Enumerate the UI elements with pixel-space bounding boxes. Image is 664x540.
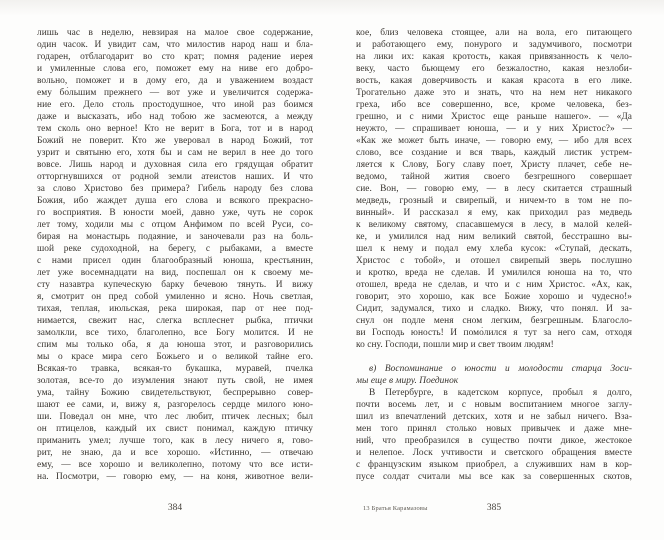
text-line: кое, близ человека стоящее, али на вола, его питающего: [356, 28, 632, 38]
text-line: лет уже восемнадцати на вид, поспешал он к своему ме-: [37, 268, 313, 278]
text-line: греха, ибо все совершенно, все, кроме человека, без-: [356, 100, 632, 110]
text-line: ведомо, тайной жития своего безгрешного совершает: [356, 172, 632, 182]
text-line: Христос с тобой», и отошел свирепый зверь послушно: [356, 256, 632, 266]
text-line: неужто, — спрашивает юноша, — и у них Христос?» —: [356, 124, 632, 134]
text-line: говорит, это хорошо, как все Божие хорошо и чудесно!»: [356, 292, 632, 302]
text-line: ний, что преобразился в существо почти дикое, жестокое: [356, 436, 632, 446]
text-line: отошел, вреда не сделав, и что и с ним Христос. «Ах, как,: [356, 280, 632, 290]
text-line: вость, какая доверчивость и какая красота в его лике.: [356, 76, 632, 86]
text-line: медведь, грозный и свирепый, и ничем-то в том не по-: [356, 196, 632, 206]
page-number-left: 384: [167, 503, 183, 513]
text-line: и нелепое. Лоск учтивости и светского обращения вместе: [356, 448, 632, 458]
text-line: Божия, ибо жаждет душа его слова и всякого прекрасно-: [37, 196, 313, 206]
text-line: пусе солдат считали мы все как за совершенных скотов,: [356, 472, 632, 482]
section-heading-line: мы еще в миру. Поединок: [356, 376, 459, 386]
text-line: ему, — все хорошо и великолепно, потому что все исти-: [37, 460, 313, 470]
text-line: спим мы только оба, я да юноша этот, и разговорились: [37, 340, 313, 350]
text-line: тем сколь оно верное! Кто не верит в Бога, тот и в народ: [37, 124, 313, 134]
text-line: с нами присел один благообразный юноша, крестьянин,: [37, 256, 313, 266]
text-line: и умиленные слова его, поможет ему на ниве его добро-: [37, 64, 313, 74]
text-line: вовсе. Лишь народ и духовная сила его грядущая обратит: [37, 160, 313, 170]
text-line: мы о красе мира сего Божьего и о великой тайне его.: [37, 352, 313, 362]
text-line: годарен, отблагодарит во сто крат; помня радение иерея: [37, 52, 313, 62]
text-line: ляется к Слову, Богу славу поет, Христу плачет, себе не-: [356, 160, 632, 170]
text-line: ке, и умилился над ним великий святой, бесстрашно вы-: [356, 232, 632, 242]
text-line: веку, часто бьющему его безжалостно, какая незлоби-: [356, 64, 632, 74]
text-line: нимается, свежит нас, слегка всплеснет рыбка, птички: [37, 316, 313, 326]
text-line: он птицелов, каждый их свист понимал, каждую птичку: [37, 424, 313, 434]
text-line: и работающего ему, понурого и задумчивого, посмотри: [356, 40, 632, 50]
text-line: го восприятия. В юности моей, давно уже, чуть не сорок: [37, 208, 313, 218]
text-line: Всякая-то травка, всякая-то букашка, муравей, пчелка: [37, 364, 313, 374]
text-line: почти восемь лет, и с новым воспитанием многое заглу-: [356, 400, 632, 410]
text-line: и кротко, вреда не сделав. И умилился юноша на то, что: [356, 268, 632, 278]
text-line: тихая, теплая, июльская, река широкая, пар от нее под-: [37, 304, 313, 314]
text-line: шой реке судоходной, на берегу, с рыбаками, а вместе: [37, 244, 313, 254]
text-line: Сидит, задумался, тихо и сладко. Вижу, что понял. И за-: [356, 304, 632, 314]
text-line: вольно, поможет и в дому его, да и уважением воздаст: [37, 76, 313, 86]
text-line: Трогательно даже это и знать, что на нем нет никакого: [356, 88, 632, 98]
text-line: я, смотрит он пред собой умиленно и ясно. Ночь светлая,: [37, 292, 313, 302]
text-line: сту назавтра купеческую барку бечевою тянуть. И вижу: [37, 280, 313, 290]
text-line: лишь час в неделю, невзирая на малое свое содержание,: [37, 28, 313, 38]
text-line: на лики их: какая кротость, какая привязанность к чело-: [356, 52, 632, 62]
text-line: ума, тайну Божию свидетельствуют, беспрерывно совер-: [37, 388, 313, 398]
text-line: лет тому, ходили мы с отцом Анфимом по всей Руси, со-: [37, 220, 313, 230]
text-line: отторгнувшихся от родной земли атеистов наших. И что: [37, 172, 313, 182]
text-line: ви Господь юность! И помо́лился я тут за него сам, отходя: [356, 328, 632, 338]
printer-signature: 13 Братья Карамазовы: [363, 505, 428, 512]
text-line: даже и высказать, ибо над тобою же засмеются, а между: [37, 112, 313, 122]
right-page-text-column: [356, 27, 632, 483]
text-line: замолкли, все тихо, благолепно, все Богу молится. И не: [37, 328, 313, 338]
page-number-right: 385: [486, 503, 502, 513]
text-line: слово, все создание и вся тварь, каждый листик устрем-: [356, 148, 632, 158]
text-line: снул он подле меня сном легким, безгрешным. Благосло-: [356, 316, 632, 326]
text-line: узрит и святыню его, хотя бы и сам не верил в нее до того: [37, 148, 313, 158]
text-line: один часок. И увидит сам, что милостив народ наш и бла-: [37, 40, 313, 50]
text-line: к великому святому, спасавшемуся в лесу, в малой келей-: [356, 220, 632, 230]
text-line: шил из впечатлений детских, хотя и не забыл ничего. Вза-: [356, 412, 632, 422]
text-line: «Как же может быть иначе, — говорю ему, — ибо для всех: [356, 136, 632, 146]
text-line: ние его. Дело столь простодушное, что иной раз боимся: [37, 100, 313, 110]
text-line: винный». И рассказал я ему, как приходил раз медведь: [356, 208, 632, 218]
text-line: на. Посмотри, — говорю ему, — на коня, животное вели-: [37, 472, 313, 482]
text-line: [356, 351, 632, 363]
text-line: рит, не знаю, да и все хорошо. «Истинно, — отвечаю: [37, 448, 313, 458]
text-line: шел к нему и подал ему хлеба кусок: «Ступай, дескать,: [356, 244, 632, 254]
text-line: ко сну. Господи, пошли мир и свет твоим людям!: [356, 340, 554, 350]
text-line: шают ее сами, и, вижу я, разгорелось сердце милого юно-: [37, 400, 313, 410]
text-line: ши. Поведал он мне, что лес любит, птичек лесных; был: [37, 412, 313, 422]
text-line: сие. Вон, — говорю ему, — в лесу скитается страшный: [356, 184, 632, 194]
left-page-text-column: [37, 27, 313, 483]
text-line: В Петербурге, в кадетском корпусе, пробыл я долго,: [369, 388, 632, 398]
text-line: приманить умел; лучше того, как в лесу ничего я, гово-: [37, 436, 313, 446]
text-line: золотая, все-то до изумления знают путь свой, не имея: [37, 376, 313, 386]
text-line: ему бо́льшим прежнего — вот уже и увеличится содержа-: [37, 88, 313, 98]
text-line: грешно, и с ними Христос еще раньше нашего». — «Да: [356, 112, 632, 122]
text-line: Божий не поверит. Кто же уверовал в народ Божий, тот: [37, 136, 313, 146]
text-line: с французским языком приобрел, а служивших нам в кор-: [356, 460, 632, 470]
text-line: бирая на монастырь подаяние, и заночевали раз на боль-: [37, 232, 313, 242]
text-line: мен того принял столько новых привычек и даже мне-: [356, 424, 632, 434]
text-line: за слово Христово без примера? Гибель народу без слова: [37, 184, 313, 194]
section-heading-line: в) Воспоминание о юности и молодости старца Зоси-: [369, 364, 632, 374]
